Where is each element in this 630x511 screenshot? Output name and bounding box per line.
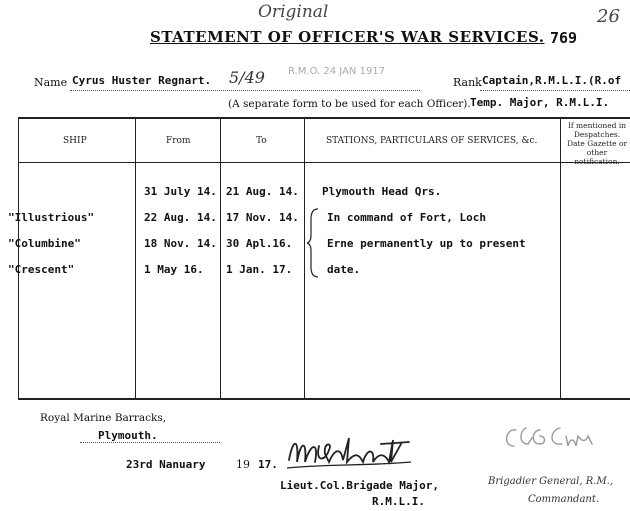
- rank-underline: [480, 90, 630, 91]
- rank-value: Captain,R.M.L.I.(R.of: [482, 74, 622, 87]
- brigade-major-signature: [285, 432, 415, 474]
- col-divider-stations: [560, 117, 561, 400]
- row-2-ship: "Illustrious": [8, 211, 95, 224]
- row-2-from: 22 Aug. 14.: [144, 211, 217, 224]
- row-4-to: 1 Jan. 17.: [226, 263, 293, 276]
- commandant-signature: [500, 418, 610, 458]
- col-divider-from: [220, 117, 221, 400]
- col-header-ship: SHIP: [63, 136, 87, 146]
- name-underline: [70, 90, 420, 91]
- date-year-prefix: 19: [236, 458, 250, 471]
- received-stamp: R.M.O. 24 JAN 1917: [288, 66, 386, 77]
- col-header-to: To: [256, 136, 267, 146]
- table-top-rule: [18, 117, 630, 119]
- row-1-from: 31 July 14.: [144, 185, 217, 198]
- rank-label: Rank: [453, 76, 482, 89]
- col-divider-to: [304, 117, 305, 400]
- stations-line-3: Erne permanently up to present: [327, 237, 526, 250]
- commandant-title-2: Commandant.: [528, 494, 600, 505]
- rank-value-2: Temp. Major, R.M.L.I.: [470, 96, 610, 109]
- page-number: 26: [597, 6, 620, 27]
- signatory-line-2: R.M.L.I.: [372, 495, 425, 508]
- stations-line-1: Plymouth Head Qrs.: [322, 185, 442, 198]
- table-header-rule: [18, 162, 630, 163]
- name-label: Name: [34, 76, 68, 89]
- row-4-from: 1 May 16.: [144, 263, 204, 276]
- col-divider-ship: [135, 117, 136, 400]
- separate-form-note: (A separate form to be used for each Officer).: [228, 98, 471, 110]
- col-header-from: From: [166, 136, 191, 146]
- col-header-mentions: If mentioned in Despatches. Date Gazette or other notification.: [566, 121, 628, 166]
- row-2-to: 17 Nov. 14.: [226, 211, 299, 224]
- col-header-stations: STATIONS, PARTICULARS OF SERVICES, &c.: [326, 136, 538, 146]
- grouping-brace: [307, 207, 321, 279]
- commandant-title-1: Brigadier General, R.M.,: [488, 476, 614, 487]
- date-year-suffix: 17.: [258, 458, 278, 471]
- place-line-2: Plymouth.: [98, 429, 158, 442]
- stations-line-4: date.: [327, 263, 361, 276]
- row-1-to: 21 Aug. 14.: [226, 185, 299, 198]
- name-annotation: 5/49: [229, 68, 265, 87]
- row-3-ship: "Columbine": [8, 237, 81, 250]
- signatory-line-1: Lieut.Col.Brigade Major,: [280, 479, 439, 492]
- row-4-ship: "Crescent": [8, 263, 75, 276]
- table-bottom-rule: [18, 398, 630, 400]
- stations-line-2: In command of Fort, Loch: [327, 211, 486, 224]
- row-3-to: 30 Apl.16.: [226, 237, 293, 250]
- original-annotation: Original: [258, 2, 329, 22]
- document-title: STATEMENT OF OFFICER'S WAR SERVICES.: [150, 28, 545, 46]
- name-value: Cyrus Huster Regnart.: [72, 74, 212, 87]
- place-line-1: Royal Marine Barracks,: [40, 412, 167, 424]
- row-3-from: 18 Nov. 14.: [144, 237, 217, 250]
- form-number: 769: [550, 29, 578, 47]
- date-day-month: 23rd Nanuary: [126, 458, 206, 471]
- place-underline: [80, 442, 220, 443]
- table-left-border: [18, 117, 19, 400]
